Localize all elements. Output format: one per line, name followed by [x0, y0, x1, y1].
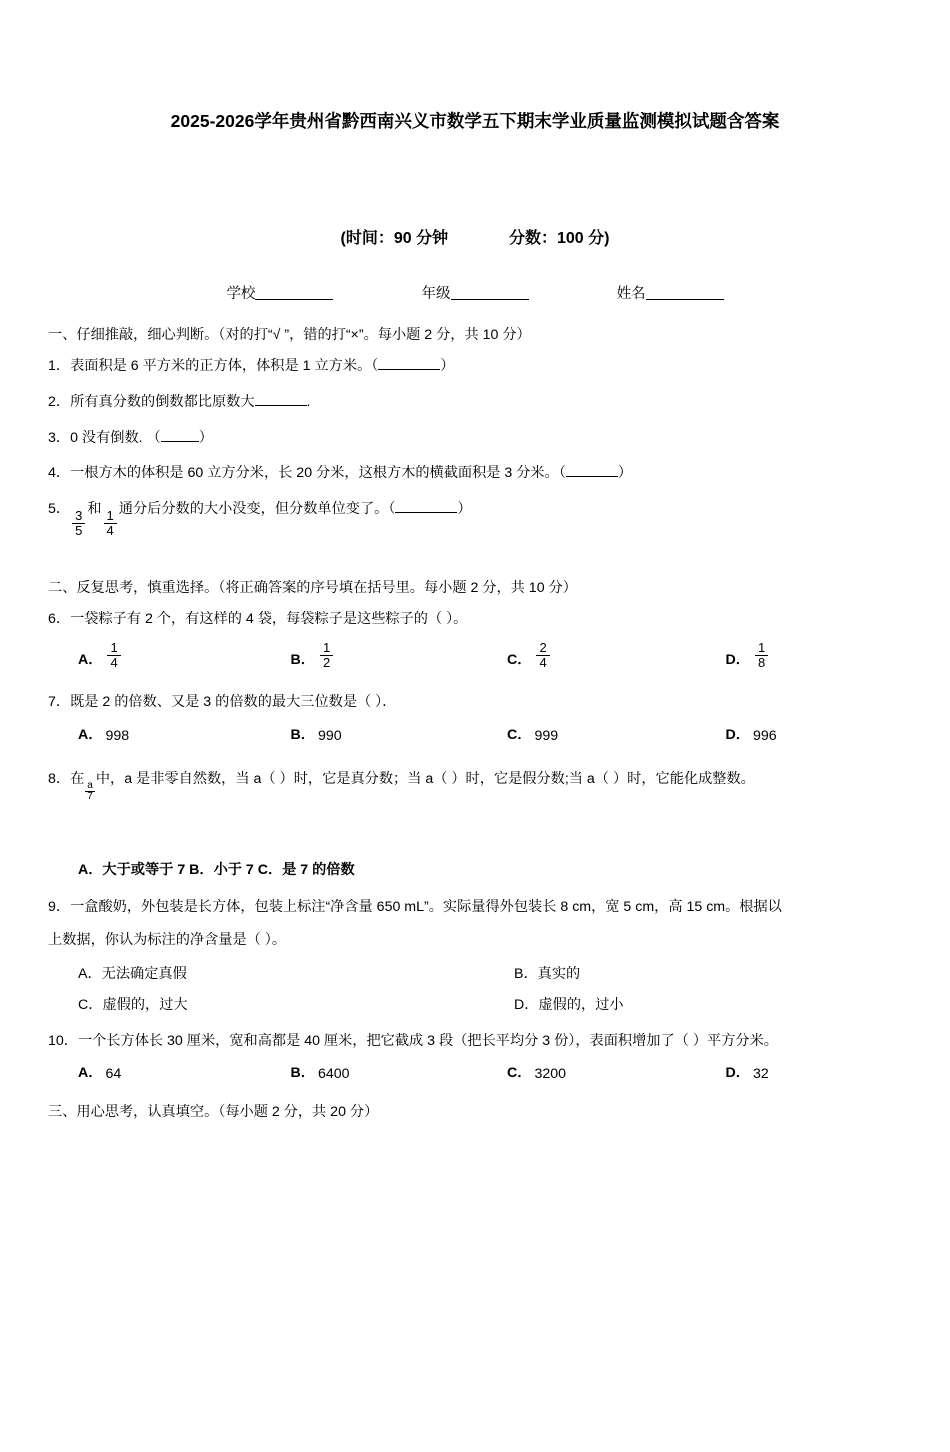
- option-b[interactable]: [255, 641, 468, 670]
- page-title: 2025-2026学年贵州省黔西南兴义市数学五下期末学业质量监测模拟试题含答案: [170, 111, 780, 131]
- question-5-fraction-1: [72, 509, 85, 538]
- option-a-label: A．: [78, 652, 103, 669]
- option-a-text: 64: [105, 1066, 122, 1083]
- option-c[interactable]: [467, 1062, 684, 1082]
- fraction-numerator: 1: [106, 508, 114, 524]
- option-b[interactable]: [255, 724, 468, 744]
- field-grade-label: 年级: [421, 286, 451, 302]
- question-4: [48, 462, 902, 485]
- option-a-label: A．: [78, 727, 103, 744]
- option-b-label: B．: [290, 727, 315, 744]
- question-10-options: [48, 1062, 902, 1082]
- question-8-options[interactable]: A．大于或等于 7 B．小于 7 C．是 7 的倍数: [78, 862, 355, 879]
- option-d-label: D．: [725, 727, 750, 744]
- fraction-numerator: 1: [322, 639, 331, 655]
- section-heading-3: 三、用心思考，认真填空。（每小题 2 分，共 20 分）: [48, 1104, 379, 1121]
- option-d-label: D．: [725, 652, 750, 669]
- field-name-label: 姓名: [616, 286, 646, 302]
- option-a-fraction: [107, 641, 120, 670]
- field-name: [617, 282, 724, 303]
- question-1-text: 表面积是 6 平方米的正方体，体积是 1 立方米。（: [70, 358, 379, 375]
- option-d[interactable]: [684, 641, 903, 670]
- question-5-mid: 和: [87, 501, 102, 518]
- question-1: [48, 355, 902, 378]
- question-6-number: 6．: [48, 611, 71, 628]
- question-5-text-end: ）: [457, 501, 472, 518]
- fraction-numerator: a: [87, 780, 93, 792]
- question-3-answer-blank[interactable]: [161, 441, 199, 442]
- question-7-text: 既是 2 的倍数、又是 3 的倍数的最大三位数是（ ）．: [70, 694, 397, 711]
- option-d-label: D．: [514, 996, 539, 1013]
- student-fields: [48, 282, 902, 303]
- option-b-label: B．: [290, 652, 315, 669]
- question-4-answer-blank[interactable]: [566, 476, 618, 477]
- exam-info-line: [48, 225, 902, 248]
- question-9-text: 一盒酸奶，外包装是长方体，包装上标注“净含量 650 mL”。实际量得外包装长 8 cm，宽 5 cm，高 15 cm。根据以: [70, 899, 782, 916]
- option-c-text: 3200: [534, 1066, 566, 1083]
- option-c-label: C．: [507, 727, 532, 744]
- option-d-text: 996: [752, 728, 777, 745]
- question-5-text: 通分后分数的大小没变，但分数单位变了。（: [118, 501, 396, 518]
- option-a[interactable]: [48, 641, 255, 670]
- option-c[interactable]: [48, 994, 466, 1014]
- fraction-denominator: 2: [320, 655, 333, 670]
- question-7-number: 7．: [48, 694, 71, 711]
- question-4-text-end: ）: [617, 465, 633, 482]
- question-5-fraction-2: [104, 509, 117, 538]
- field-school: [226, 282, 333, 303]
- option-c-label: C．: [78, 996, 103, 1013]
- question-9-options-row-1: [48, 963, 902, 983]
- question-2: [48, 391, 902, 414]
- question-3-text: 0 没有倒数. （: [70, 429, 161, 446]
- section-heading-2: 二、反复思考，慎重选择。（将正确答案的序号填在括号里。每小题 2 分，共 10 分）: [48, 579, 577, 596]
- question-5: [48, 498, 902, 538]
- option-a-label: A．: [78, 965, 102, 982]
- option-b[interactable]: [255, 1062, 468, 1082]
- question-6-options: [48, 641, 902, 670]
- question-6: [48, 608, 902, 631]
- option-c[interactable]: [467, 724, 684, 744]
- question-6-text: 一袋粽子有 2 个，有这样的 4 袋，每袋粽子是这些粽子的（ ）。: [70, 611, 468, 628]
- option-a-text: 无法确定真假: [101, 965, 187, 982]
- question-8: [48, 768, 902, 802]
- field-school-blank[interactable]: [255, 285, 333, 300]
- option-a[interactable]: [48, 1062, 255, 1082]
- question-9-options-row-2: [48, 994, 902, 1014]
- option-d-fraction: [755, 641, 768, 670]
- question-10: [48, 1030, 902, 1053]
- fraction-denominator: 8: [755, 655, 768, 670]
- option-a[interactable]: [48, 963, 466, 983]
- option-c-fraction: [536, 641, 549, 670]
- option-b-text: 真实的: [537, 965, 581, 982]
- option-b-label: B．: [514, 965, 538, 982]
- option-c[interactable]: [467, 641, 684, 670]
- option-c-label: C．: [507, 652, 532, 669]
- question-1-text-end: ）: [440, 358, 455, 375]
- field-school-label: 学校: [226, 286, 256, 302]
- fraction-numerator: 1: [110, 639, 118, 655]
- question-8-number: 8．: [48, 771, 71, 788]
- option-b-text: 990: [317, 728, 342, 745]
- question-10-number: 10．: [48, 1032, 78, 1049]
- fraction-numerator: 1: [757, 639, 766, 655]
- option-b-text: 6400: [317, 1066, 350, 1083]
- section-heading-1: 一、仔细推敲，细心判断。（对的打“√ ”，错的打“×”。每小题 2 分，共 10 分）: [48, 327, 531, 343]
- option-b[interactable]: [466, 963, 902, 983]
- option-a-text: 998: [105, 728, 130, 745]
- option-d[interactable]: [684, 724, 903, 744]
- option-d-text: 虚假的，过小: [538, 996, 624, 1013]
- option-a-label: A．: [78, 1065, 103, 1082]
- question-2-text-end: .: [306, 394, 311, 411]
- question-4-number: 4．: [48, 465, 71, 482]
- question-10-text: 一个长方体长 30 厘米，宽和高都是 40 厘米，把它截成 3 段（把长平均分 3 份），表面积增加了（ ）平方分米。: [77, 1032, 778, 1049]
- question-9-text-cont: 上数据，你认为标注的净含量是（ ）。: [48, 931, 287, 948]
- question-9-number: 9．: [48, 899, 71, 916]
- question-3-text-end: ）: [198, 429, 213, 446]
- question-3-number: 3．: [48, 429, 71, 446]
- question-1-number: 1．: [48, 358, 71, 375]
- question-2-text: 所有真分数的倒数都比原数大: [70, 394, 255, 411]
- option-b-fraction: [320, 641, 333, 670]
- option-a[interactable]: [48, 724, 255, 744]
- exam-score-label: 分数：100 分): [509, 230, 610, 247]
- fraction-denominator: 7: [87, 791, 93, 803]
- option-b-label: B．: [290, 1065, 315, 1082]
- fraction-denominator: 5: [72, 523, 85, 538]
- question-8-prefix: 在: [70, 771, 85, 788]
- question-9: [48, 896, 902, 919]
- question-8-text: 中，a 是非零自然数，当 a（ ）时，它是真分数；当 a（ ）时，它是假分数;当 a（ ）时，它能化成整数。: [95, 771, 755, 788]
- exam-page: [0, 108, 950, 1452]
- question-2-answer-blank[interactable]: [255, 405, 307, 406]
- option-c-text: 虚假的，过大: [102, 996, 188, 1013]
- question-7-options: [48, 724, 902, 744]
- option-d[interactable]: [466, 994, 902, 1014]
- option-c-text: 999: [534, 728, 559, 745]
- option-d-label: D．: [725, 1065, 750, 1082]
- question-7: [48, 691, 902, 714]
- question-1-answer-blank[interactable]: [378, 369, 440, 370]
- exam-time-label: (时间：90 分钟: [340, 230, 449, 247]
- fraction-numerator: 2: [539, 639, 547, 655]
- option-d[interactable]: [684, 1062, 903, 1082]
- field-grade: [422, 282, 529, 303]
- question-5-number: 5．: [48, 501, 71, 518]
- fraction-denominator: 4: [104, 523, 117, 538]
- field-name-blank[interactable]: [646, 285, 724, 300]
- fraction-denominator: 4: [536, 655, 549, 670]
- question-8-fraction: [85, 781, 95, 802]
- field-grade-blank[interactable]: [451, 285, 529, 300]
- question-3: [48, 427, 902, 450]
- fraction-numerator: 3: [75, 508, 83, 524]
- question-4-text: 一根方木的体积是 60 立方分米，长 20 分米，这根方木的横截面积是 3 分米。（: [70, 465, 566, 482]
- question-2-number: 2．: [48, 394, 71, 411]
- question-5-answer-blank[interactable]: [395, 512, 457, 513]
- fraction-denominator: 4: [107, 655, 120, 670]
- option-c-label: C．: [507, 1065, 532, 1082]
- option-d-text: 32: [752, 1066, 769, 1083]
